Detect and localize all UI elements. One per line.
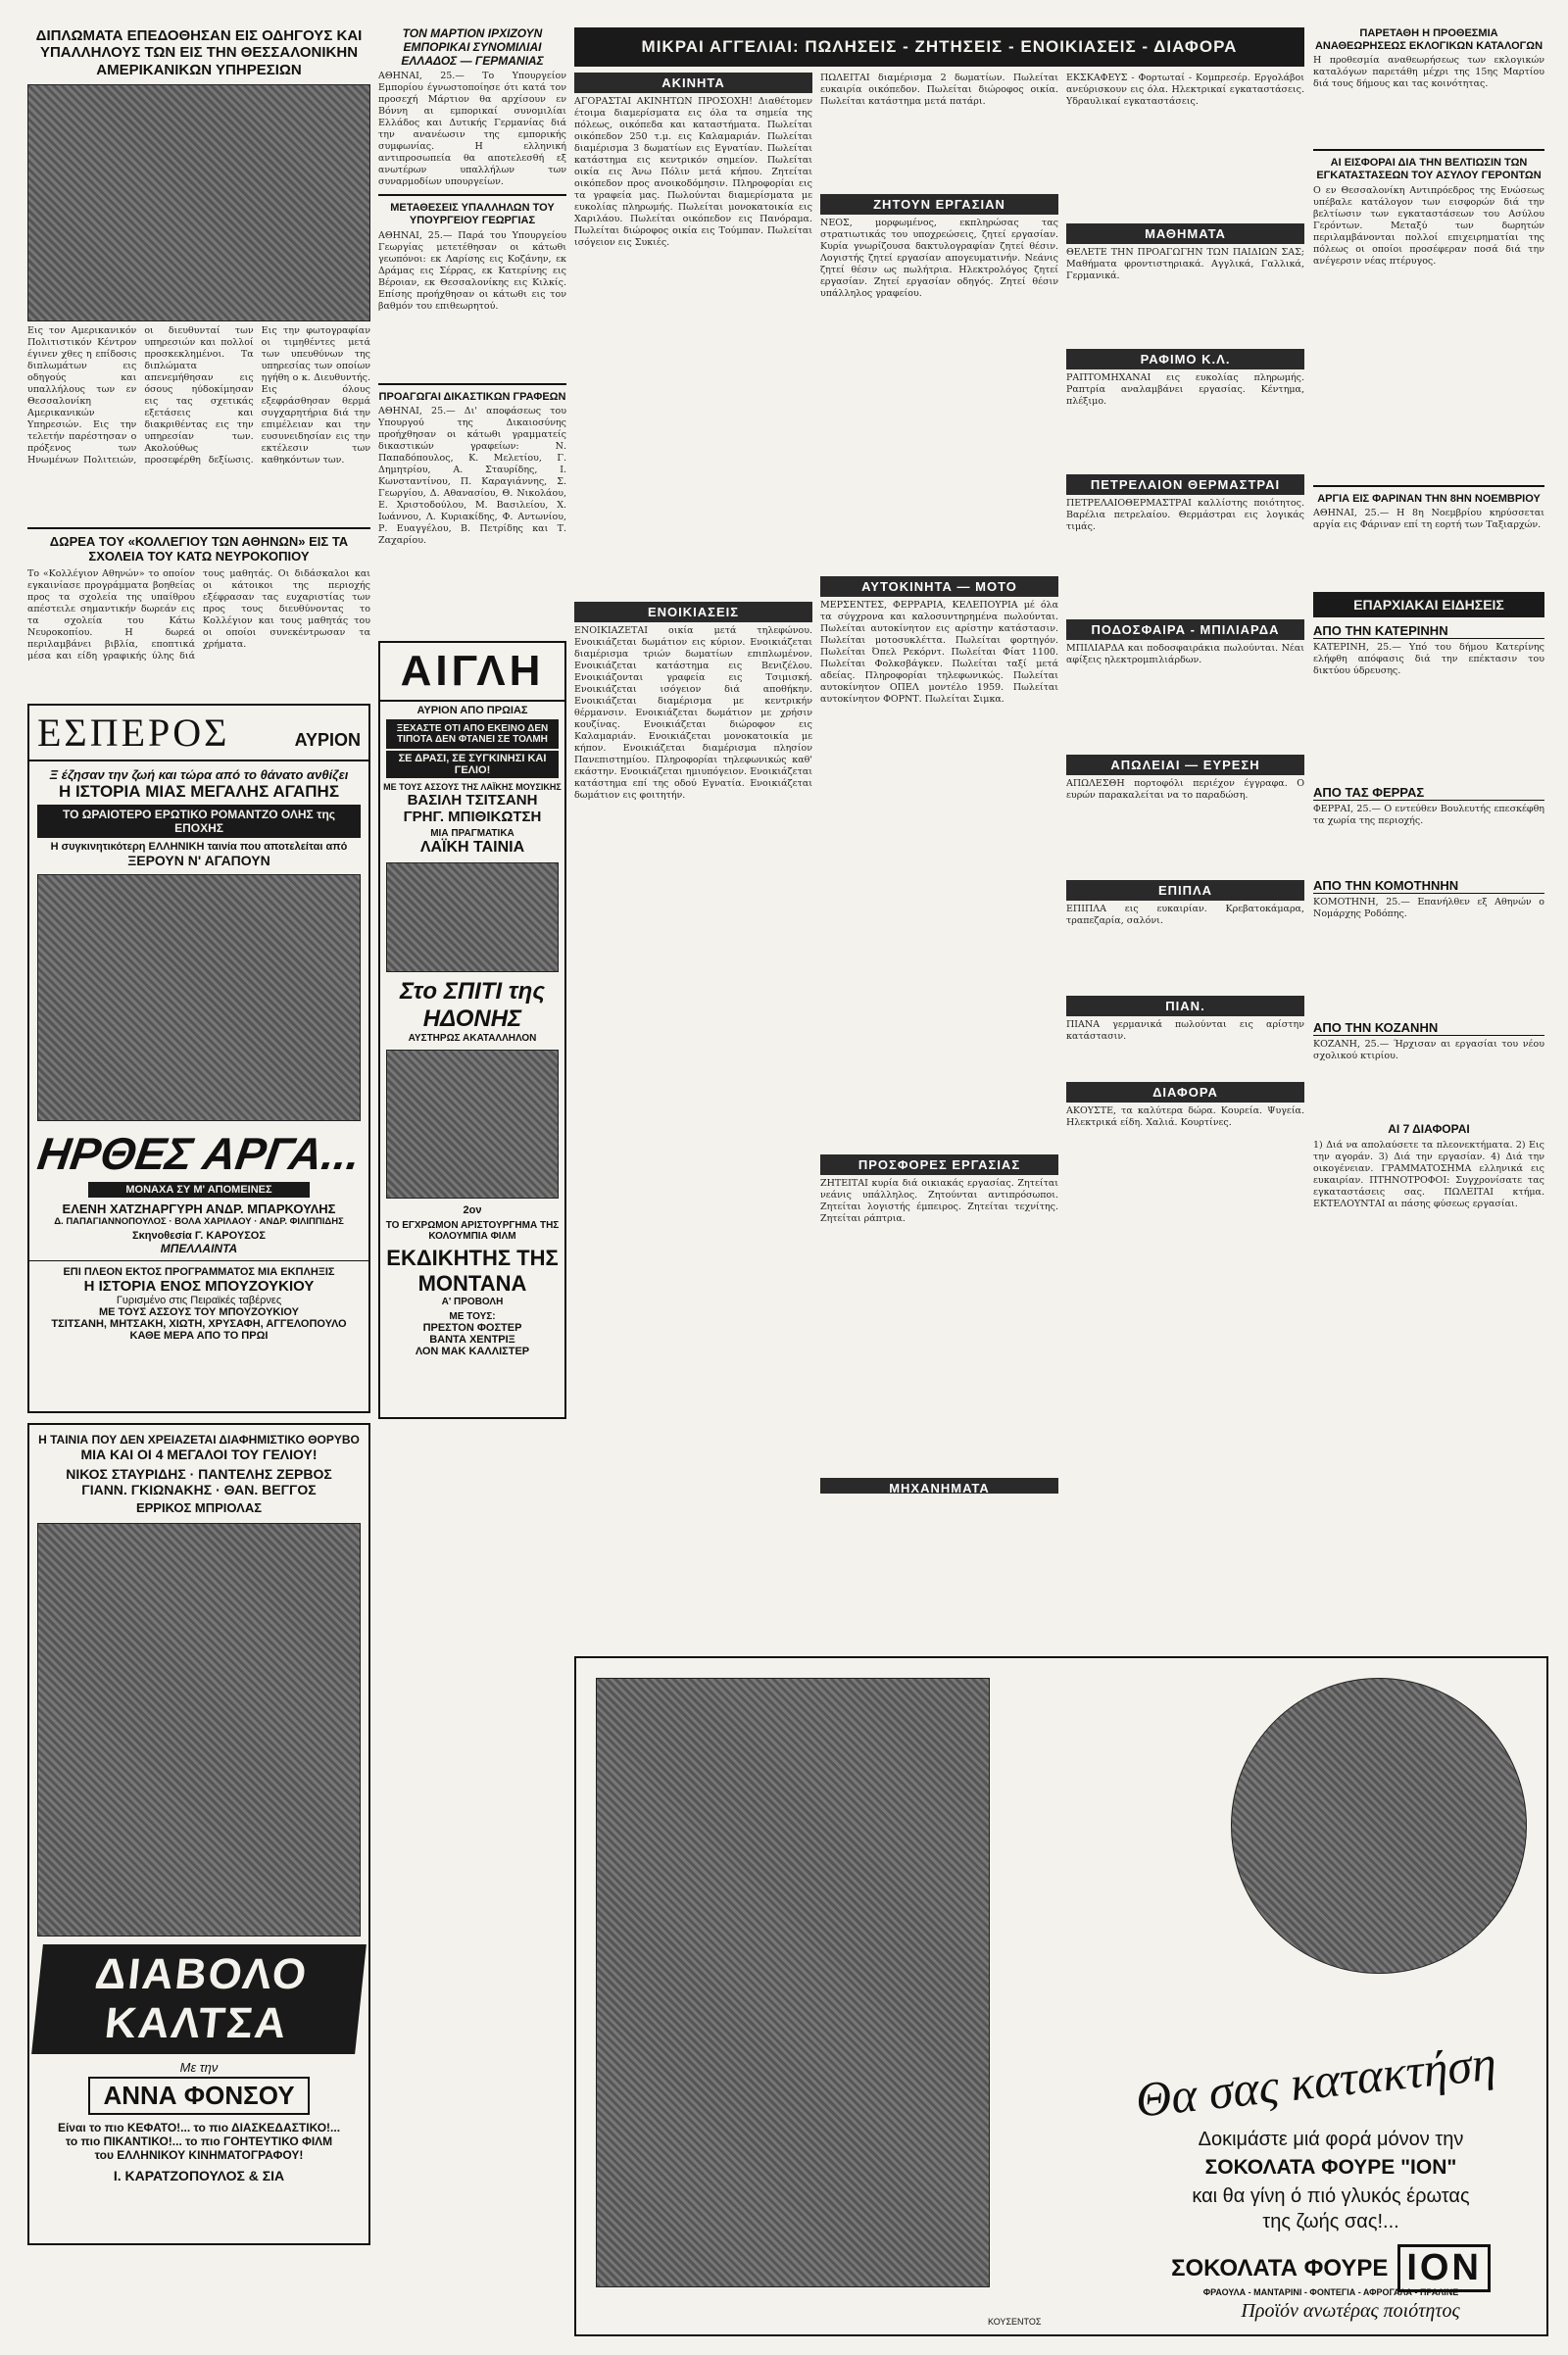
cinema-when: ΑΥΡΙΟΝ — [294, 729, 361, 750]
aigli-line-2: ΣΕ ΔΡΑΣΙ, ΣΕ ΣΥΓΚΙΝΗΣΙ ΚΑΙ ΓΕΛΙΟ! — [386, 751, 559, 778]
article-kozani: ΚΟΖΑΝΗ, 25.— Ήρχισαν αι εργασίαι του νέου σχολικού κτιρίου. — [1313, 1039, 1544, 1062]
article-transfers: ΑΘΗΝΑΙ, 25.— Παρά του Υπουργείου Γεωργίας μετετέθησαν οι κάτωθι γεωπόνοι: εκ Λαρίσης εις Κοζάνην, εκ Δράμας εις Σέρρας, εκ Κατερίνης εις Βέροιαν, εκ Θεσσαλονίκης εις Κιλκίς. Επίσης προήχθησαν οι κάτωθι εις τον βαθμόν του επιθεωρητού. — [378, 229, 566, 312]
article-komotini: ΚΟΜΟΤΗΝΗ, 25.— Επανήλθεν εξ Αθηνών ο Νομάρχης Ροδόπης. — [1313, 897, 1544, 920]
column-2 — [378, 27, 566, 1419]
ad-line-5: ΞΕΡΟΥΝ Ν' ΑΓΑΠΟΥΝ — [127, 852, 270, 868]
choco-line-2: ΣΟΚΟΛΑΤΑ ΦΟΥΡΕ "ΙΟΝ" — [1204, 2156, 1457, 2179]
dk-dancers-photo — [37, 1523, 361, 1937]
aigli-film-still-2 — [386, 1050, 559, 1199]
film-cast: Δ. ΠΑΠΑΓΙΑΝΝΟΠΟΥΛΟΣ · ΒΟΛΑ ΧΑΡΙΛΑΟΥ · ΑΝΔΡ. ΦΙΛΙΠΠΙΔΗΣ — [54, 1215, 344, 1227]
choco-credit: ΚΟΥΣΕΝΤΟΣ — [988, 2317, 1042, 2327]
choco-products: ΦΡΑΟΥΛΑ - ΜΑΝΤΑΡΙΝΙ - ΦΟΝΤΕΓΙΑ - ΑΦΡΟΓΑΛΑ - ΠΡΑΛΙΝΕ — [1202, 2287, 1459, 2297]
choco-brand-1: ΣΟΚΟΛΑΤΑ ΦΟΥΡΕ — [1171, 2254, 1389, 2281]
film-subtitle: ΜΟΝΑΧΑ ΣΥ Μ' ΑΠΟΜΕΙΝΕΣ — [88, 1182, 310, 1198]
hesperos-cinema-ad — [27, 704, 370, 1413]
tag-sewing: ΡΑΦΙΜΟ Κ.Λ. — [1066, 349, 1304, 369]
dk-producer: Ι. ΚΑΡΑΤΖΟΠΟΥΛΟΣ & ΣΙΑ — [113, 2167, 285, 2183]
dk-with: Με την — [179, 2059, 219, 2075]
misc-sales-text: ΠΩΛΕΙΤΑΙ διαμέρισμα 2 δωματίων. Πωλείται ευκαιρία οικόπεδον. Πωλείται διώροφος οικία. Πωλείται κατάστημα μετά πατάρι. — [820, 73, 1058, 107]
ad-line-4: Η συγκινητικότερη ΕΛΛΗΝΙΚΗ ταινία που αποτελείται από — [50, 840, 348, 853]
headline-seven-diff: ΑΙ 7 ΔΙΑΦΟΡΑΙ — [1388, 1122, 1470, 1137]
ad-line-2: Η ΙΣΤΟΡΙΑ ΜΙΑΣ ΜΕΓΑΛΗΣ ΑΓΑΠΗΣ — [58, 781, 340, 801]
billiards-text: ΜΠΙΛΙΑΡΔΑ και ποδοσφαιράκια πωλούνται. Νέαι αφίξεις ηλεκτρομπιλιάρδων. — [1066, 643, 1304, 665]
headline-contributions: ΑΙ ΕΙΣΦΟΡΑΙ ΔΙΑ ΤΗΝ ΒΕΛΤΙΩΣΙΝ ΤΩΝ ΕΓΚΑΤΑΣΤΑΣΕΩΝ ΤΟΥ ΑΣΥΛΟΥ ΓΕΡΟΝΤΩΝ — [1316, 157, 1542, 181]
tag-machinery: ΜΗΧΑΝΗΜΑΤΑ — [820, 1478, 1058, 1494]
real-estate-text: ΑΓΟΡΑΣΤΑΙ ΑΚΙΝΗΤΩΝ ΠΡΟΣΟΧΗ! Διαθέτομεν έτοιμα διαμερίσματα εις όλα τα σημεία της πόλεως, οικόπεδα και καταστήματα. Πωλείται οικόπεδον 250 τ.μ. εις Καλαμαριάν. Πωλείται διαμέρισμα 3 δωματίων εις Εγνατίαν. Πωλείται κατάστημα εις κεντρικόν σημείον. Πωλείται οικία εις Άνω Πόλιν μετά κήπου. Ζητείται οικόπεδον προς ανοικοδόμησιν. Πληροφορίαι εις τα γραφεία μας. Πωλούνται διαμερίσματα με ευκολίας πληρωμής. Πωλείται μονοκατοικία εις Χαριλάου. Πωλείται οικόπεδον εις Πανόραμα. Πωλείται διώροφος οικία εις Τούμπαν. Πωλείται ισόγειον εις Συκιές. — [574, 96, 812, 248]
heaters-text: ΠΕΤΡΕΛΑΙΟΘΕΡΜΑΣΤΡΑΙ καλλίστης ποιότητος. Βαρέλια πετρελαίου. Θερμάστραι εις λογικάς τιμάς. — [1066, 498, 1304, 532]
choco-line-1: Δοκιμάστε μιά φορά μόνον την — [1198, 2129, 1464, 2150]
tag-lost-found: ΑΠΩΛΕΙΑΙ — ΕΥΡΕΣΗ — [1066, 755, 1304, 775]
aigli-line-1: ΞΕΧΑΣΤΕ ΟΤΙ ΑΠΟ ΕΚΕΙΝΟ ΔΕΝ ΤΙΠΟΤΑ ΔΕΝ ΦΤΑΝΕΙ ΣΕ ΤΟΛΜΗ — [386, 719, 559, 749]
article-ferres: ΦΕΡΡΑΙ, 25.— Ο εντεύθεν Βουλευτής επεσκέφθη τα χωρία της περιοχής. — [1313, 804, 1544, 827]
diavolo-kaltsa-ad — [27, 1423, 370, 2245]
article-donation: Το «Κολλέγιον Αθηνών» το οποίον εγκαινίασε προγράμματα βοηθείας προς τα σχολεία της υπαίθρου απέστειλε σημαντικήν δωρεάν εις τα σχολεία του Κάτω Νευροκοπίου. Η δωρεά περιλαμβάνει βιβλία, εποπτικά μέσα και είδη γραφικής ύλης διά τους μαθητάς. Οι διδάσκαλοι και οι κάτοικοι της περιοχής εξέφρασαν τας ευχαριστίας των προς τους διευθύνοντας το Κολλέγιον και τους μαθητάς του οι οποίοι συνεκέντρωσαν τα χρήματα. — [27, 567, 370, 662]
aigli-line-4: ΒΑΣΙΛΗ ΤΣΙΤΣΑΝΗ — [407, 792, 538, 810]
dk-names-1: ΝΙΚΟΣ ΣΤΑΥΡΙΔΗΣ · ΠΑΝΤΕΛΗΣ ΖΕΡΒΟΣ — [66, 1465, 332, 1482]
aigli-film-title: Στο ΣΠΙΤΙ της ΗΔΟΝΗΣ — [399, 978, 546, 1033]
article-holiday: ΑΘΗΝΑΙ, 25.— Η 8η Νοεμβρίου κηρύσσεται αργία εις Φάριναν επί τη εορτή των Ταξιαρχών. — [1313, 508, 1544, 531]
classifieds-col-b — [820, 73, 1058, 1494]
choco-line-3: και θα γίνη ό πιό γλυκός έρωτας — [1192, 2185, 1470, 2207]
dk-bottom-2: το πιο ΠΙΚΑΝΤΙΚΟ!... το πιο ΓΟΗΤΕΥΤΙΚΟ ΦΙΛΜ — [65, 2134, 333, 2148]
misc-notices-text: ΕΚΣΚΑΦΕΥΣ - Φορτωταί - Κομπρεσέρ. Εργολάβοι ανεύρισκουν εις όλα. Ηλεκτρικαί εγκαταστάσεις. Υδραυλικαί εγκαταστάσεις. — [1066, 73, 1304, 107]
aigli-line-6: ΜΙΑ ΠΡΑΓΜΑΤΙΚΑ — [430, 828, 514, 840]
cars-text: ΜΕΡΣΕΝΤΕΣ, ΦΕΡΡΑΡΙΑ, ΚΕΛΕΠΟΥΡΙΑ μέ όλα τα σύγχρονα και καλοσυντηρημένα πωλούνται. Πωλείται αυτοκίνητον εις αρίστην κατάστασιν. Πωλείται μοτοσυκλέττα. Πωλείται φορτηγόν. Πωλείται Όπελ Ρεκόρντ. Πωλείται Φίατ 1100. Πωλείται Φολκσβάγκεν. Πωλείται ταξί μετά αδείας. Πληροφορίαι τηλεφωνικώς. Πωλείται αυτοκίνητον ΟΠΕΛ μοντέλο 1959. Πωλείται αυτοκίνητον ΦΟΡΝΤ. Πωλείται Σιμκα. — [820, 600, 1058, 705]
film-still — [37, 874, 361, 1121]
classifieds-section — [574, 27, 1304, 1494]
headline-provincial: ΕΠΑΡΧΙΑΚΑΙ ΕΙΔΗΣΕΙΣ — [1313, 592, 1544, 617]
chocolate-ad — [574, 1656, 1548, 2336]
aigli-when: ΑΥΡΙΟΝ ΑΠΟ ΠΡΩΙΑΣ — [416, 705, 528, 717]
aigli-name: ΑΙΓΛΗ — [380, 643, 564, 702]
lessons-text: ΘΕΛΕΤΕ ΤΗΝ ΠΡΟΑΓΩΓΗΝ ΤΩΝ ΠΑΙΔΙΩΝ ΣΑΣ; Μαθήματα φροντιστηριακά. Αγγλικά, Γαλλικά, Γερμανικά. — [1066, 247, 1304, 281]
choco-brand — [1125, 2244, 1537, 2292]
dk-director: ΕΡΡΙΚΟΣ ΜΠΡΙΟΛΑΣ — [135, 1499, 263, 1515]
section-ferres: ΑΠΟ ΤΑΣ ΦΕΡΡΑΣ — [1313, 785, 1544, 801]
aigli-film-title-2: ΕΚΔΙΚΗΤΗΣ ΤΗΣ ΜΟΝΤΑΝΑ — [386, 1246, 559, 1297]
column-1 — [27, 27, 370, 2245]
headline-electoral: ΠΑΡΕΤΑΘΗ Η ΠΡΟΘΕΣΜΙΑ ΑΝΑΘΕΩΡΗΣΕΩΣ ΕΚΛΟΓΙΚΩΝ ΚΑΤΑΛΟΓΩΝ — [1314, 27, 1544, 52]
pianos-text: ΠΙΑΝΑ γερμανικά πωλούνται εις αρίστην κατάστασιν. — [1066, 1019, 1304, 1042]
aigli-film-still — [386, 862, 559, 972]
aigli-m6: ΛΟΝ ΜΑΚ ΚΑΛΛΙΣΤΕΡ — [415, 1346, 530, 1358]
classifieds-col-a — [574, 73, 812, 1494]
film-title: ΗΡΘΕΣ ΑΡΓΑ... — [34, 1127, 364, 1179]
tag-heaters: ΠΕΤΡΕΛΑΙΟΝ ΘΕΡΜΑΣΤΡΑΙ — [1066, 474, 1304, 495]
choco-brand-2: ΙΟΝ — [1397, 2244, 1491, 2292]
man-with-chocolate-illustration — [596, 1678, 990, 2287]
job-seekers-text: ΝΕΟΣ, μορφωμένος, εκπληρώσας τας στρατιωτικάς του υποχρεώσεις, ζητεί εργασίαν. Κυρία γνωρίζουσα δακτυλογραφίαν ζητεί θέσιν. Λογιστής ζητεί εργασίαν απογευματινήν. Νεάνις ζητεί θέσιν ως πωλήτρια. Ηλεκτρολόγος ζητεί εργασίαν. Ζητεί εργασίαν οδηγός. Ζητεί θέσιν υπάλληλος γραφείου. — [820, 218, 1058, 299]
extra-line-2: Η ΙΣΤΟΡΙΑ ΕΝΟΣ ΜΠΟΥΖΟΥΚΙΟΥ — [83, 1277, 315, 1295]
lost-found-text: ΑΠΩΛΕΣΘΗ πορτοφόλι περιέχον έγγραφα. Ο ευρών παρακαλείται να το παραδώση. — [1066, 778, 1304, 801]
choco-line-4: της ζωής σας!... — [1262, 2211, 1399, 2232]
article-diplomas: Εις τον Αμερικανικόν Πολιτιστικόν Κέντρον έγινεν χθες η επίδοσις διπλωμάτων εις οδηγούς και υπαλλήλους των εν Θεσσαλονίκη Αμερικανικών Υπηρεσιών. Εις την τελετήν παρέστησαν ο πρόξενος των Ηνωμένων Πολιτειών, οι διευθυνταί των υπηρεσιών και πολλοί προσκεκλημένοι. Τα διπλώματα απενεμήθησαν εις όσους ηύδοκίμησαν εις τας σχετικάς εξετάσεις και διακριθέντας εις την υπηρεσίαν των. Ακολούθως προσεφέρθη δεξίωσις. Εις την φωτογραφίαν οι τιμηθέντες μετά των υπευθύνων της υπηρεσίας των οποίων ηγήθη ο κ. Διευθυντής. Εις όλους εξεφράσθησαν θερμά συγχαρητήρια διά την επιμέλειαν και την ευσυνειδησίαν εις την εκτέλεσιν των καθηκόντων των. — [27, 324, 370, 466]
section-katerini: ΑΠΟ ΤΗΝ ΚΑΤΕΡΙΝΗΝ — [1313, 623, 1544, 639]
ad-line-3: ΤΟ ΩΡΑΙΟΤΕΡΟ ΕΡΩΤΙΚΟ ΡΟΜΑΝΤΖΟ ΟΛΗΣ της ΕΠΟΧΗΣ — [37, 805, 361, 838]
tag-job-seekers: ΖΗΤΟΥΝ ΕΡΓΑΣΙΑΝ — [820, 194, 1058, 215]
misc-text: ΑΚΟΥΣΤΕ, τα καλύτερα δώρα. Κουρεία. Ψυγεία. Ηλεκτρικά είδη. Χαλιά. Κουρτίνες. — [1066, 1105, 1304, 1128]
article-electoral: Η προθεσμία αναθεωρήσεως των εκλογικών καταλόγων παρετάθη μέχρι της 15ης Μαρτίου διά τους δήμους και τας κοινότητας. — [1313, 55, 1544, 90]
article-trade-talks: ΑΘΗΝΑΙ, 25.— Το Υπουργείον Εμπορίου έγνωστοποίησε ότι κατά τον προσεχή Μάρτιον θα αρχίσουν εν Βόννη αι εμπορικαί συνομιλίαι Ελλάδος και Δυτικής Γερμανίας διά την ανανέωσιν της εμπορικής συμφωνίας. Η ελληνική αντιπροσωπεία θα αποτελεσθή εξ ανωτέρων υπαλλήλων των συναρμοδίων υπουργείων. — [378, 71, 566, 188]
section-komotini: ΑΠΟ ΤΗΝ ΚΟΜΟΤΗΝΗΝ — [1313, 878, 1544, 894]
classifieds-columns — [574, 73, 1304, 1494]
article-contributions: Ο εν Θεσσαλονίκη Αντιπρόεδρος της Ενώσεως υπέβαλε κατάλογον των εισφορών διά την βελτίωσιν των εγκαταστάσεων του Ασύλου Γερόντων. Μεταξύ των δωρητών περιλαμβάνονται πολλοί επιχειρηματίαι της πόλεως οι οποίοι προσέφεραν ποσά διά την ανέγερσιν νέας πτέρυγος. — [1313, 184, 1544, 267]
tag-furniture: ΕΠΙΠΛΑ — [1066, 880, 1304, 901]
dk-star: ΑΝΝΑ ΦΟΝΣΟΥ — [88, 2077, 310, 2115]
furniture-text: ΕΠΙΠΛΑ εις ευκαιρίαν. Κρεβατοκάμαρα, τραπεζαρία, σαλόνι. — [1066, 904, 1304, 926]
cinema-name: ΕΣΠΕΡΟΣ — [37, 710, 230, 755]
aigli-line-7: ΛΑΪΚΗ ΤΑΙΝΙΑ — [419, 839, 525, 857]
classifieds-banner: ΜΙΚΡΑΙ ΑΓΓΕΛΙΑΙ: ΠΩΛΗΣΕΙΣ - ΖΗΤΗΣΕΙΣ - ΕΝΟΙΚΙΑΣΕΙΣ - ΔΙΑΦΟΡΑ — [574, 27, 1304, 67]
article-seven-diff: 1) Διά να απολαύσετε τα πλεονεκτήματα. 2) Εις την αγοράν. 3) Διά την εργασίαν. 4) Διά την οικογένειαν. ΓΡΑΜΜΑΤΟΣΗΜΑ ελληνικά εις ευκαιρίαν. ΠΤΗΝΟΤΡΟΦΟΙ: Συγχρονίσατε τας εγκαταστάσεις σας. ΠΩΛΕΙΤΑΙ κτήμα. ΕΚΤΕΛΟΥΝΤΑΙ αι πάσης φύσεως εργασίαι. — [1313, 1140, 1544, 1209]
cupid-illustration — [1231, 1678, 1527, 1974]
aigli-m1: ΤΟ ΕΓΧΡΩΜΟΝ ΑΡΙΣΤΟΥΡΓΗΜΑ ΤΗΣ ΚΟΛΟΥΜΠΙΑ ΦΙΛΜ — [385, 1220, 560, 1243]
tag-real-estate: ΑΚΙΝΗΤΑ — [574, 73, 812, 93]
headline-transfers: ΜΕΤΑΘΕΣΕΙΣ ΥΠΑΛΛΗΛΩΝ ΤΟΥ ΥΠΟΥΡΓΕΙΟΥ ΓΕΩΡΓΙΑΣ — [390, 202, 555, 227]
headline-holiday: ΑΡΓΙΑ ΕΙΣ ΦΑΡΙΝΑΝ ΤΗΝ 8ΗΝ ΝΟΕΜΒΡΙΟΥ — [1317, 492, 1541, 505]
extra-line-4: ΜΕ ΤΟΥΣ ΑΣΣΟΥΣ ΤΟΥ ΜΠΟΥΖΟΥΚΙΟΥ — [98, 1305, 300, 1318]
dk-title: ΔΙΑΒΟΛΟ ΚΑΛΤΣΑ — [31, 1944, 367, 2054]
job-offers-text: ΖΗΤΕΙΤΑΙ κυρία διά οικιακάς εργασίας. Ζητείται νεάνις υπάλληλος. Ζητούνται αντιπρόσωποι. Ζητείται λογιστής έμπειρος. Ζητείται τεχνίτης. Ζητείται ράπτρια. — [820, 1178, 1058, 1224]
tag-misc: ΔΙΑΦΟΡΑ — [1066, 1082, 1304, 1103]
column-5 — [1313, 27, 1544, 1434]
extra-line-3: Γυρισμένο στις Πειραϊκές ταβέρνες — [116, 1294, 282, 1306]
rentals-text: ΕΝΟΙΚΙΑΖΕΤΑΙ οικία μετά τηλεφώνου. Ενοικιάζεται δωμάτιον εις κύριον. Ενοικιάζεται διαμέρισμα τριών δωματίων επιπλωμένον. Ενοικιάζεται κατάστημα εις Βενιζέλου. Ενοικιάζονται γραφεία εις Τσιμισκή. Ενοικιάζεται ισόγειον διά αποθήκην. Ενοικιάζεται διαμέρισμα με κεντρικήν θέρμανσιν. Ενοικιάζεται δωμάτιον με χρήσιν κουζίνας. Ενοικιάζεται διώροφον εις Καλαμαριάν. Ενοικιάζεται μονοκατοικία με κήπον. Ενοικιάζεται διαμέρισμα πλησίον Πανεπιστημίου. Πληροφορίαι τηλεφωνικώς καθ' εκάστην. Ενοικιάζεται ημιυπόγειον. Ενοικιάζεται κατάστημα επί της οδού Εγνατία. Ενοικιάζεται δωμάτιον εις φοιτητήν. — [574, 625, 812, 801]
dk-bottom-1: Είναι το πιο ΚΕΦΑΤΟ!... το πιο ΔΙΑΣΚΕΔΑΣΤΙΚΟ!... — [57, 2120, 341, 2134]
film-stars: ΕΛΕΝΗ ΧΑΤΖΗΑΡΓΥΡΗ ΑΝΔΡ. ΜΠΑΡΚΟΥΛΗΣ — [62, 1201, 336, 1216]
aigli-actor: ΑΥΣΤΗΡΩΣ ΑΚΑΤΑΛΛΗΛΟΝ — [408, 1033, 537, 1045]
dk-tag-1: Η ΤΑΙΝΙΑ ΠΟΥ ΔΕΝ ΧΡΕΙΑΖΕΤΑΙ ΔΙΑΦΗΜΙΣΤΙΚΟ ΘΟΡΥΒΟ — [38, 1432, 360, 1447]
section-kozani: ΑΠΟ ΤΗΝ ΚΟΖΑΝΗΝ — [1313, 1020, 1544, 1036]
aigli-line-5: ΓΡΗΓ. ΜΠΙΘΙΚΩΤΣΗ — [403, 809, 542, 826]
tag-lessons: ΜΑΘΗΜΑΤΑ — [1066, 223, 1304, 244]
dk-bottom-3: του ΕΛΛΗΝΙΚΟΥ ΚΙΝΗΜΑΤΟΓΡΑΦΟΥ! — [94, 2147, 304, 2162]
dk-tag-2: ΜΙΑ ΚΑΙ ΟΙ 4 ΜΕΓΑΛΟΙ ΤΟΥ ΓΕΛΙΟΥ! — [80, 1446, 318, 1462]
film-director: Σκηνοθεσία Γ. ΚΑΡΟΥΣΟΣ — [132, 1229, 266, 1242]
aigli-m5: ΒΑΝΤΑ ΧΕΝΤΡΙΞ — [429, 1334, 515, 1347]
tag-cars: ΑΥΤΟΚΙΝΗΤΑ — ΜΟΤΟ — [820, 576, 1058, 597]
aigli-cinema-ad — [378, 641, 566, 1419]
ad-line-1: Ξ έζησαν την ζωή και τώρα από το θάνατο ανθίζει — [49, 766, 349, 782]
extra-line-1: ΕΠΙ ΠΛΕΟΝ ΕΚΤΟΣ ΠΡΟΓΡΑΜΜΑΤΟΣ ΜΙΑ ΕΚΠΛΗΞΙΣ — [63, 1265, 335, 1278]
aigli-m2: Α' ΠΡΟΒΟΛΗ — [441, 1297, 504, 1308]
news-photo — [27, 84, 370, 321]
tag-rentals: ΕΝΟΙΚΙΑΣΕΙΣ — [574, 602, 812, 622]
headline-diplomas: ΔΙΠΛΩΜΑΤΑ ΕΠΕΔΟΘΗΣΑΝ ΕΙΣ ΟΔΗΓΟΥΣ ΚΑΙ ΥΠΑΛΛΗΛΟΥΣ ΤΩΝ ΕΙΣ ΤΗΝ ΘΕΣΣΑΛΟΝΙΚΗΝ ΑΜΕΡΙΚΑΝΙΚΩΝ ΥΠΗΡΕΣΙΩΝ — [35, 27, 363, 78]
extra-line-5: ΤΣΙΤΣΑΝΗ, ΜΗΤΣΑΚΗ, ΧΙΩΤΗ, ΧΡΥΣΑΦΗ, ΑΓΓΕΛΟΠΟΥΛΟ — [51, 1317, 347, 1330]
headline-trade-talks: ΤΟΝ ΜΑΡΤΙΟΝ ΙΡΧΙΖΟΥΝ ΕΜΠΟΡΙΚΑΙ ΣΥΝΟΜΙΛΙΑΙ ΕΛΛΑΔΟΣ — ΓΕΡΜΑΝΙΑΣ — [401, 26, 544, 68]
aigli-m4: ΠΡΕΣΤΟΝ ΦΟΣΤΕΡ — [422, 1322, 522, 1335]
aigli-m3: ΜΕ ΤΟΥΣ: — [449, 1311, 496, 1323]
choco-signature: Προϊόν ανωτέρας ποιότητος — [1241, 2300, 1460, 2322]
article-promotions: ΑΘΗΝΑΙ, 25.— Δι' αποφάσεως του Υπουργού της Δικαιοσύνης προήχθησαν οι κάτωθι γραμματείς δικαστικών γραφείων: Ν. Παπαδόπουλος, Κ. Μελετίου, Γ. Δημητρίου, Α. Σταυρίδης, Ι. Κωνσταντίνου, Π. Καραγιάννης, Σ. Γεωργίου, Δ. Αθανασίου, Θ. Νικολάου, Ε. Χριστοδούλου, Μ. Βασιλείου, Χ. Ιωάννου, Λ. Κυριακίδης, Φ. Αντωνίου, Ρ. Ευαγγέλου, Β. Πετρίδης και Τ. Ζαχαρίου. — [378, 406, 566, 547]
headline-promotions: ΠΡΟΑΓΩΓΑΙ ΔΙΚΑΣΤΙΚΩΝ ΓΡΑΦΕΩΝ — [378, 390, 566, 403]
aigli-second: 2ον — [463, 1204, 482, 1217]
dk-names-2: ΓΙΑΝΝ. ΓΚΙΩΝΑΚΗΣ · ΘΑΝ. ΒΕΓΓΟΣ — [81, 1481, 317, 1497]
article-katerini: ΚΑΤΕΡΙΝΗ, 25.— Υπό του δήμου Κατερίνης ελήφθη απόφασις διά την επέκτασιν του δικτύου ύδρευσης. — [1313, 642, 1544, 677]
headline-donation: ΔΩΡΕΑ ΤΟΥ «ΚΟΛΛΕΓΙΟΥ ΤΩΝ ΑΘΗΝΩΝ» ΕΙΣ ΤΑ ΣΧΟΛΕΙΑ ΤΟΥ ΚΑΤΩ ΝΕΥΡΟΚΟΠΙΟΥ — [49, 533, 349, 564]
tag-pianos: ΠΙΑΝ. — [1066, 996, 1304, 1016]
extra-line-6: ΚΑΘΕ ΜΕΡΑ ΑΠΟ ΤΟ ΠΡΩΙ — [129, 1329, 269, 1342]
choco-slogan: Θα σας κατακτήση — [1133, 2035, 1499, 2128]
tag-job-offers: ΠΡΟΣΦΟΡΕΣ ΕΡΓΑΣΙΑΣ — [820, 1154, 1058, 1175]
tag-billiards: ΠΟΔΟΣΦΑΙΡΑ - ΜΠΙΛΙΑΡΔΑ — [1066, 619, 1304, 640]
sewing-text: ΡΑΠΤΟΜΗΧΑΝΑΙ εις ευκολίας πληρωμής. Ραπτρία αναλαμβάνει εργασίας. Κέντημα, πλέξιμο. — [1066, 372, 1304, 407]
aigli-line-3: ΜΕ ΤΟΥΣ ΑΣΣΟΥΣ ΤΗΣ ΛΑΪΚΗΣ ΜΟΥΣΙΚΗΣ — [383, 782, 562, 793]
classifieds-col-c — [1066, 73, 1304, 1494]
film-company: ΜΠΕΛΛΑΙΝΤΑ — [160, 1241, 238, 1255]
